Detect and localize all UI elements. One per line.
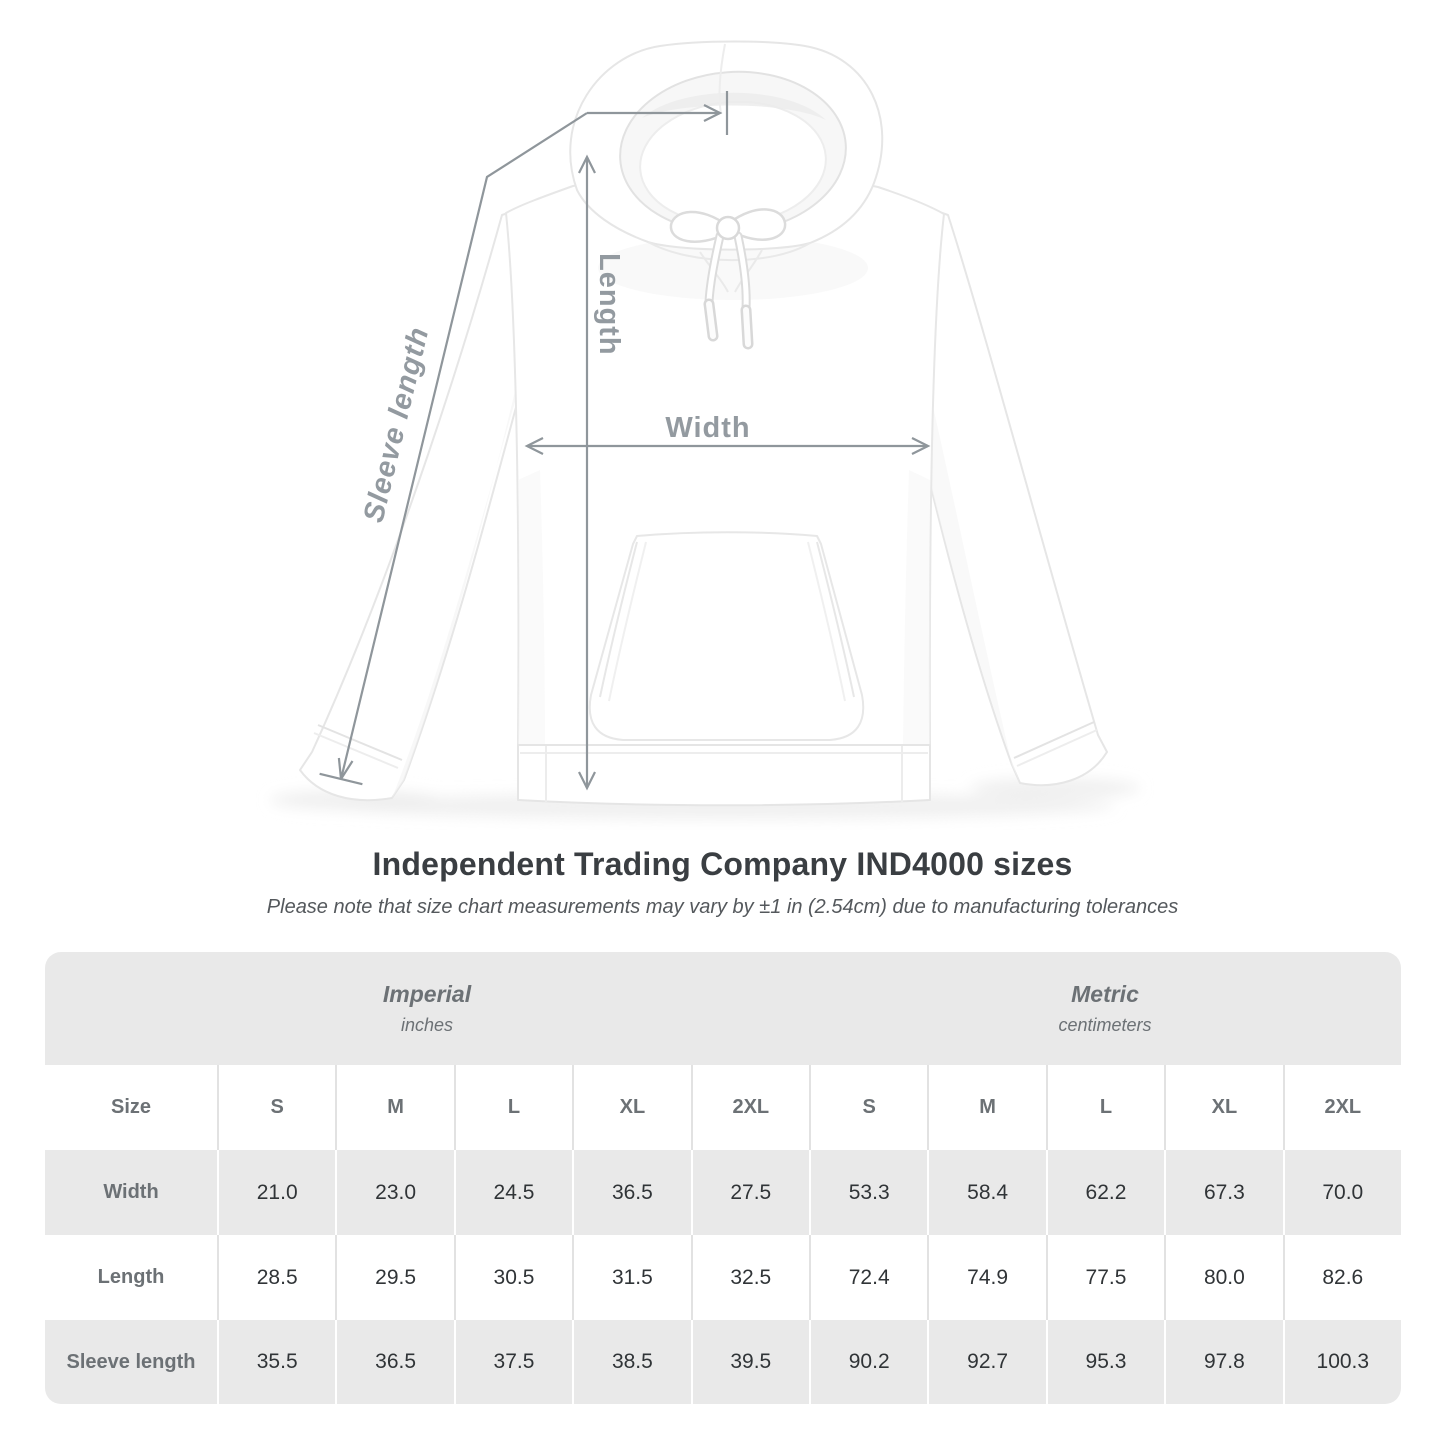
value-cell: 95.3: [1046, 1320, 1164, 1404]
value-cell: 28.5: [217, 1235, 335, 1320]
value-cell: 21.0: [217, 1150, 335, 1235]
sleeve-length-measure-label: Sleeve length: [357, 323, 436, 526]
unit-group-unit: inches: [400, 1015, 454, 1035]
size-header-imperial-l: L: [454, 1065, 572, 1150]
size-header-imperial-2xl: 2XL: [691, 1065, 809, 1150]
unit-group-name: Imperial: [382, 981, 472, 1007]
value-cell: 36.5: [335, 1320, 453, 1404]
row-label-width: Width: [45, 1150, 217, 1235]
value-cell: 29.5: [335, 1235, 453, 1320]
value-cell: 38.5: [572, 1320, 690, 1404]
value-cell: 90.2: [809, 1320, 927, 1404]
value-cell: 62.2: [1046, 1150, 1164, 1235]
size-header-imperial-m: M: [335, 1065, 453, 1150]
size-header-imperial-s: S: [217, 1065, 335, 1150]
value-cell: 100.3: [1283, 1320, 1401, 1404]
value-cell: 27.5: [691, 1150, 809, 1235]
value-cell: 31.5: [572, 1235, 690, 1320]
unit-group-unit: centimeters: [1058, 1015, 1152, 1035]
value-cell: 24.5: [454, 1150, 572, 1235]
value-cell: 77.5: [1046, 1235, 1164, 1320]
size-column-header: Size: [45, 1065, 217, 1150]
value-cell: 58.4: [927, 1150, 1045, 1235]
value-cell: 92.7: [927, 1320, 1045, 1404]
value-cell: 72.4: [809, 1235, 927, 1320]
unit-group-name: Metric: [1071, 981, 1139, 1007]
value-cell: 53.3: [809, 1150, 927, 1235]
value-cell: 80.0: [1164, 1235, 1282, 1320]
value-cell: 36.5: [572, 1150, 690, 1235]
value-cell: 67.3: [1164, 1150, 1282, 1235]
size-header-metric-l: L: [1046, 1065, 1164, 1150]
value-cell: 82.6: [1283, 1235, 1401, 1320]
value-cell: 37.5: [454, 1320, 572, 1404]
unit-group-imperial: [45, 952, 809, 1065]
value-cell: 39.5: [691, 1320, 809, 1404]
value-cell: 97.8: [1164, 1320, 1282, 1404]
size-chart-table: [45, 952, 1401, 1404]
value-cell: 70.0: [1283, 1150, 1401, 1235]
width-measure-label: Width: [665, 412, 751, 444]
size-header-metric-xl: XL: [1164, 1065, 1282, 1150]
value-cell: 23.0: [335, 1150, 453, 1235]
value-cell: 30.5: [454, 1235, 572, 1320]
row-label-length: Length: [45, 1235, 217, 1320]
length-measure-label: Length: [593, 253, 625, 356]
page-title: Independent Trading Company IND4000 sizes: [372, 846, 1073, 882]
size-header-imperial-xl: XL: [572, 1065, 690, 1150]
value-cell: 32.5: [691, 1235, 809, 1320]
unit-group-metric: [809, 952, 1401, 1065]
row-label-sleeve-length: Sleeve length: [45, 1320, 217, 1404]
tolerance-note: Please note that size chart measurements may vary by ±1 in (2.54cm) due to manufacturing tolerances: [266, 896, 1179, 918]
size-header-metric-m: M: [927, 1065, 1045, 1150]
size-header-metric-2xl: 2XL: [1283, 1065, 1401, 1150]
size-header-metric-s: S: [809, 1065, 927, 1150]
value-cell: 35.5: [217, 1320, 335, 1404]
value-cell: 74.9: [927, 1235, 1045, 1320]
